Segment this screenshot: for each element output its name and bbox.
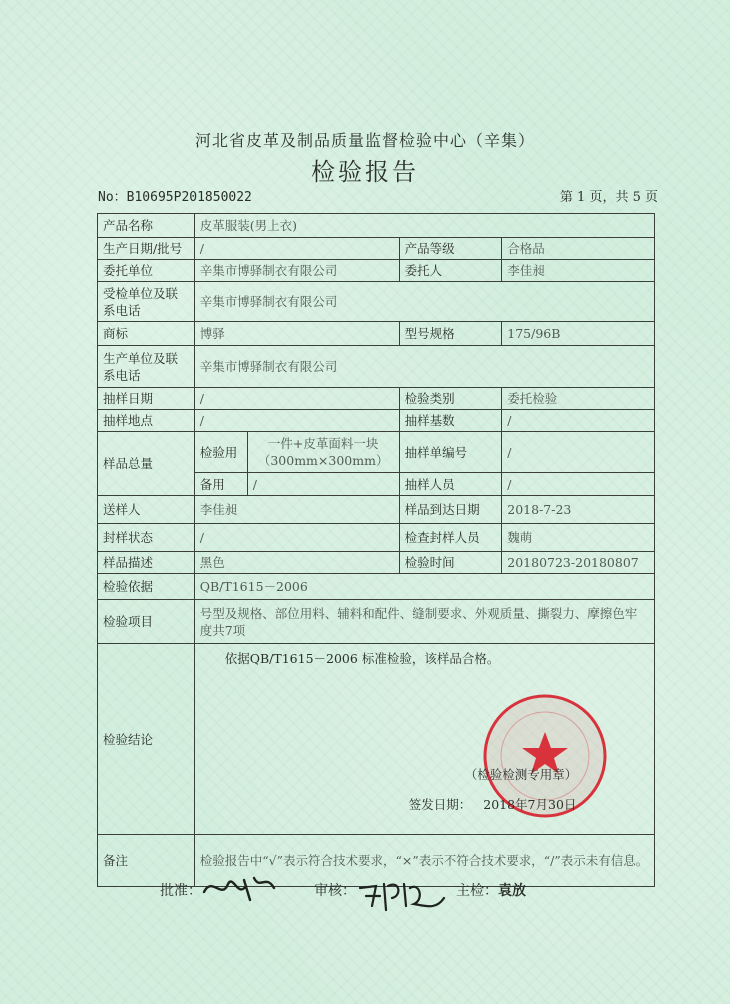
inspect-time-value: 20180723-20180807 bbox=[502, 552, 655, 574]
prod-date-value: / bbox=[194, 238, 399, 260]
approve-label: 批准： bbox=[160, 883, 202, 899]
arrive-date-value: 2018-7-23 bbox=[502, 496, 655, 524]
inspect-type-value: 委托检验 bbox=[502, 388, 655, 410]
field-label: 抽样日期 bbox=[98, 388, 195, 410]
table-row bbox=[98, 322, 655, 346]
table-row bbox=[98, 552, 655, 574]
sample-date-value: / bbox=[194, 388, 399, 410]
field-label: 封样状态 bbox=[98, 524, 195, 552]
field-label: 检验时间 bbox=[399, 552, 502, 574]
seal-status-value: / bbox=[194, 524, 399, 552]
spare-value: / bbox=[252, 476, 257, 492]
field-label: 生产单位及联系电话 bbox=[98, 346, 195, 388]
report-number: No：B10695P201850022 bbox=[98, 190, 252, 205]
sample-place-value: / bbox=[194, 410, 399, 432]
issuing-organization: 河北省皮革及制品质量监督检验中心（辛集） bbox=[194, 131, 535, 150]
table-row bbox=[98, 346, 655, 388]
field-label: 受检单位及联系电话 bbox=[98, 282, 195, 322]
model-value: 175/96B bbox=[502, 322, 655, 346]
page-info: 第 1 页，共 5 页 bbox=[559, 190, 658, 205]
basis-value: QB/T1615－2006 bbox=[194, 574, 654, 600]
field-label: 检验项目 bbox=[98, 600, 195, 644]
table-row bbox=[98, 388, 655, 410]
table-row bbox=[98, 432, 655, 473]
field-label: 抽样单编号 bbox=[399, 432, 502, 473]
field-label: 型号规格 bbox=[399, 322, 502, 346]
review-label: 审核： bbox=[314, 883, 356, 899]
field-label: 检验结论 bbox=[98, 644, 195, 835]
table-row bbox=[98, 410, 655, 432]
issue-date-label: 签发日期： bbox=[408, 797, 472, 812]
table-row bbox=[98, 600, 655, 644]
field-label: 样品总量 bbox=[98, 432, 195, 496]
issue-date-value: 2018年7月30日 bbox=[483, 797, 577, 812]
product-name-value: 皮革服装(男上衣) bbox=[194, 214, 654, 238]
conclusion-cell bbox=[194, 644, 654, 835]
sample-spare-cell bbox=[194, 473, 399, 496]
conclusion-text: 依据QB/T1615－2006 标准检验，该样品合格。 bbox=[224, 651, 500, 666]
chief-label bbox=[456, 880, 526, 900]
inspected-unit-value: 辛集市博驿制衣有限公司 bbox=[194, 282, 654, 322]
seal-note: （检验检测专用章） bbox=[464, 767, 578, 782]
chief-label-text: 主检： bbox=[456, 883, 498, 899]
sample-sheet-no-value: / bbox=[502, 432, 655, 473]
sample-base-value: / bbox=[502, 410, 655, 432]
report-table bbox=[97, 213, 655, 887]
remarks-value: 检验报告中“√”表示符合技术要求，“×”表示不符合技术要求，“/”表示未有信息。 bbox=[194, 835, 654, 887]
field-label: 样品描述 bbox=[98, 552, 195, 574]
grade-value: 合格品 bbox=[502, 238, 655, 260]
brand-value: 博驿 bbox=[194, 322, 399, 346]
table-row bbox=[98, 282, 655, 322]
sampler-value: / bbox=[502, 473, 655, 496]
client-person-value: 李佳昶 bbox=[502, 260, 655, 282]
field-label: 委托单位 bbox=[98, 260, 195, 282]
table-row bbox=[98, 574, 655, 600]
table-row bbox=[98, 238, 655, 260]
field-label: 产品等级 bbox=[399, 238, 502, 260]
field-label: 检验依据 bbox=[98, 574, 195, 600]
test-use-label: 检验用 bbox=[195, 432, 248, 472]
sender-value: 李佳昶 bbox=[194, 496, 399, 524]
sample-test-cell bbox=[194, 432, 399, 473]
table-row bbox=[98, 260, 655, 282]
producer-value: 辛集市博驿制衣有限公司 bbox=[194, 346, 654, 388]
field-label: 送样人 bbox=[98, 496, 195, 524]
table-row bbox=[98, 214, 655, 238]
table-row bbox=[98, 644, 655, 835]
client-value: 辛集市博驿制衣有限公司 bbox=[194, 260, 399, 282]
report-title: 检验报告 bbox=[311, 158, 419, 186]
table-row bbox=[98, 524, 655, 552]
items-value: 号型及规格、部位用料、辅料和配件、缝制要求、外观质量、撕裂力、摩擦色牢度共7项 bbox=[194, 600, 654, 644]
field-label: 检查封样人员 bbox=[399, 524, 502, 552]
spare-label: 备用 bbox=[195, 473, 248, 495]
field-label: 产品名称 bbox=[98, 214, 195, 238]
field-label: 备注 bbox=[98, 835, 195, 887]
field-label: 商标 bbox=[98, 322, 195, 346]
issue-date-line bbox=[409, 796, 577, 813]
seal-checker-value: 魏萌 bbox=[502, 524, 655, 552]
field-label: 抽样基数 bbox=[399, 410, 502, 432]
table-row bbox=[98, 496, 655, 524]
reviewer-signature bbox=[356, 876, 448, 916]
field-label: 抽样人员 bbox=[399, 473, 502, 496]
field-label: 生产日期/批号 bbox=[98, 238, 195, 260]
chief-name: 袁放 bbox=[498, 883, 526, 899]
test-use-value: 一件+皮革面料一块（300mm×300mm） bbox=[257, 436, 389, 468]
field-label: 委托人 bbox=[399, 260, 502, 282]
description-value: 黑色 bbox=[194, 552, 399, 574]
approver-signature bbox=[200, 870, 280, 906]
field-label: 检验类别 bbox=[399, 388, 502, 410]
field-label: 样品到达日期 bbox=[399, 496, 502, 524]
field-label: 抽样地点 bbox=[98, 410, 195, 432]
